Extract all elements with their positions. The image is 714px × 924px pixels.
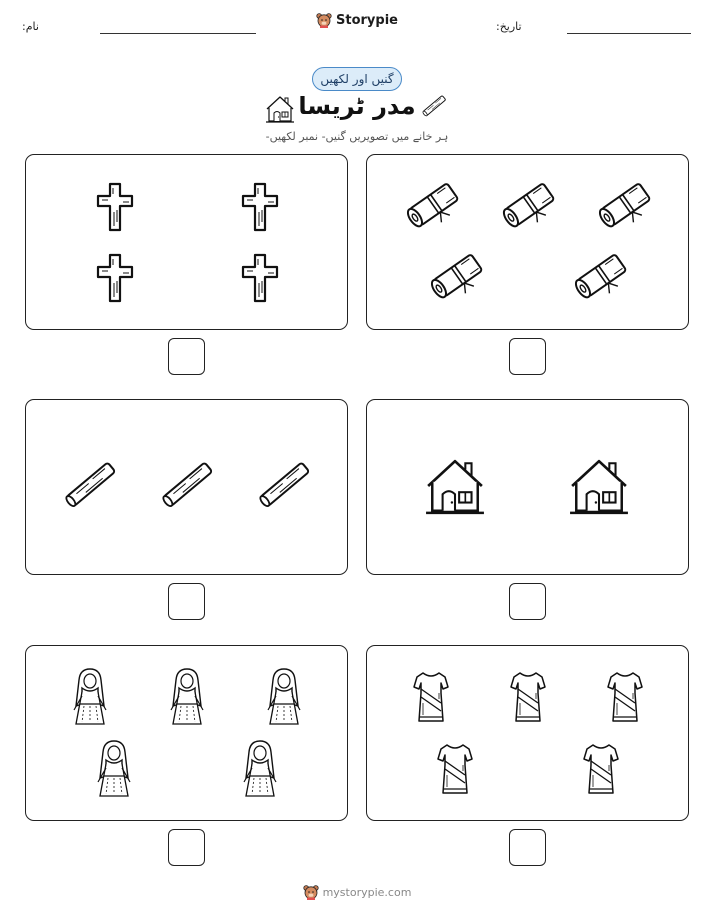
answer-box-houses[interactable] bbox=[509, 583, 546, 620]
wood-stick-icon bbox=[420, 92, 448, 120]
count-panel-saris bbox=[366, 645, 689, 821]
date-line[interactable] bbox=[567, 33, 691, 34]
scroll-icon bbox=[499, 180, 559, 230]
scroll-icon bbox=[595, 180, 655, 230]
brand-logo bbox=[0, 12, 714, 28]
answer-box-saris[interactable] bbox=[509, 829, 546, 866]
sari-icon bbox=[508, 669, 548, 725]
page-title: مدر ٹریسا bbox=[298, 92, 416, 120]
nun-icon bbox=[240, 738, 280, 798]
house-icon bbox=[568, 455, 630, 517]
instruction-pill: گنیں اور لکھیں bbox=[312, 67, 402, 91]
sari-icon bbox=[411, 669, 451, 725]
bear-logo-icon bbox=[316, 12, 332, 28]
nun-icon bbox=[94, 738, 134, 798]
date-label: تاریخ: bbox=[496, 20, 522, 33]
scroll-icon bbox=[427, 251, 487, 301]
footer bbox=[0, 884, 714, 900]
answer-box-nuns[interactable] bbox=[168, 829, 205, 866]
nun-icon bbox=[167, 666, 207, 726]
wood-stick-icon bbox=[157, 455, 217, 515]
nun-icon bbox=[70, 666, 110, 726]
cross-icon bbox=[95, 253, 135, 303]
sari-icon bbox=[435, 741, 475, 797]
count-panel-scrolls bbox=[366, 154, 689, 330]
cross-icon bbox=[240, 253, 280, 303]
sari-icon bbox=[605, 669, 645, 725]
bear-logo-icon bbox=[303, 884, 319, 900]
count-panel-wood-sticks bbox=[25, 399, 348, 575]
brand-name: Storypie bbox=[336, 12, 398, 28]
scroll-icon bbox=[403, 180, 463, 230]
sari-icon bbox=[581, 741, 621, 797]
page-subtitle: ہر خانے میں تصویریں گنیں- نمبر لکھیں- bbox=[265, 130, 449, 143]
count-panel-nuns bbox=[25, 645, 348, 821]
answer-box-crosses[interactable] bbox=[168, 338, 205, 375]
cross-icon bbox=[240, 182, 280, 232]
name-line[interactable] bbox=[100, 33, 256, 34]
wood-stick-icon bbox=[60, 455, 120, 515]
name-label: نام: bbox=[22, 20, 39, 33]
count-panel-crosses bbox=[25, 154, 348, 330]
cross-icon bbox=[95, 182, 135, 232]
wood-stick-icon bbox=[254, 455, 314, 515]
answer-box-scrolls[interactable] bbox=[509, 338, 546, 375]
answer-box-wood-sticks[interactable] bbox=[168, 583, 205, 620]
house-icon bbox=[424, 455, 486, 517]
scroll-icon bbox=[571, 251, 631, 301]
count-panel-houses bbox=[366, 399, 689, 575]
nun-icon bbox=[264, 666, 304, 726]
footer-url[interactable]: mystorypie.com bbox=[322, 885, 412, 899]
